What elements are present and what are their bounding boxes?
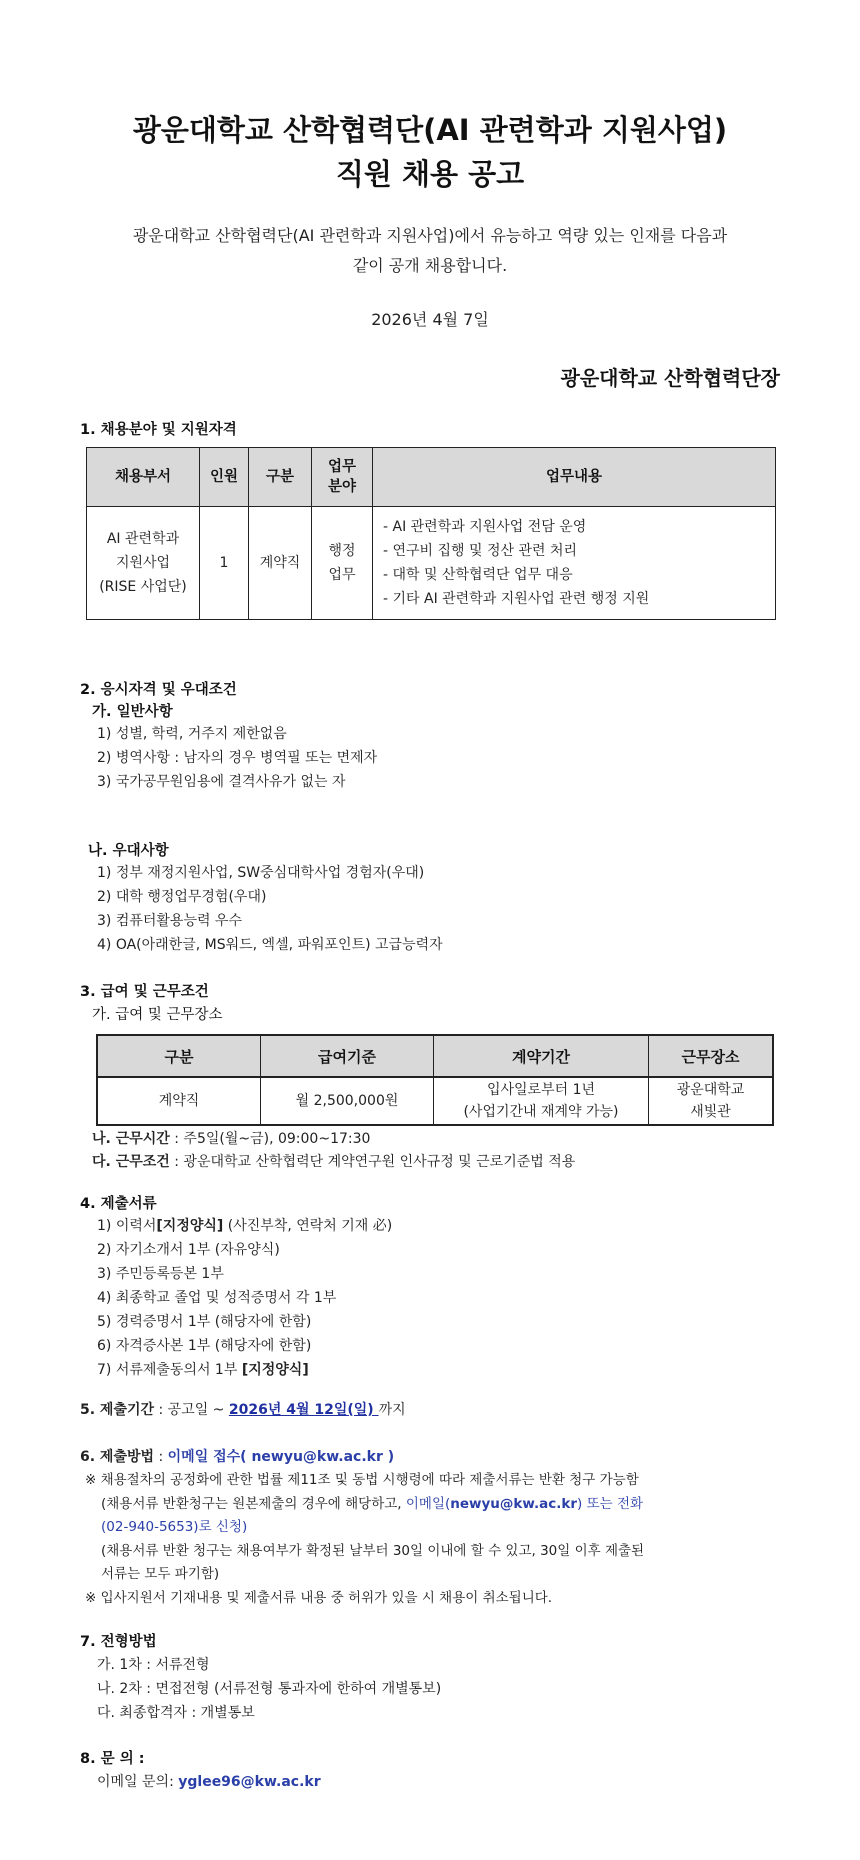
intro-paragraph [70,221,790,281]
note: ※ 채용절차의 공정화에 관한 법률 제11조 및 동법 시행령에 따라 제출서류는 반환 청구 가능함 [85,1472,639,1488]
list-item: 3) 컴퓨터활용능력 우수 [97,913,242,929]
section1-heading: 1. 채용분야 및 지원자격 [80,422,237,438]
section8-heading: 8. 문 의 : [80,1751,145,1767]
table-header-row [97,1035,773,1077]
submission-email-link[interactable]: newyu@kw.ac.kr [251,1449,383,1465]
note: (채용서류 반환청구는 원본제출의 경우에 해당하고, 이메일(newyu@kw.ac.kr) 또는 전화 [101,1495,644,1512]
section2-sub-a-heading: 가. 일반사항 [92,704,173,720]
section4-heading: 4. 제출서류 [80,1196,157,1212]
preferred-qualifications-list [97,861,443,957]
duty-item: - AI 관련학과 지원사업 전담 운영 [383,519,587,535]
period-cell: 입사일로부터 1년 (사업기간내 재계약 가능) [434,1077,649,1125]
list-item: 나. 2차 : 면접전형 (서류전형 통과자에 한하여 개별통보) [97,1681,442,1697]
signature: 광운대학교 산학협력단장 [560,366,780,390]
list-item: 2) 자기소개서 1부 (자유양식) [97,1242,280,1258]
duty-item: - 기타 AI 관련학과 지원사업 관련 행정 지원 [383,591,650,607]
return-email-link[interactable]: newyu@kw.ac.kr [450,1495,578,1512]
list-item: 1) 이력서[지정양식] (사진부착, 연락처 기재 必) [97,1218,393,1234]
list-item: 5) 경력증명서 1부 (해당자에 한함) [97,1314,312,1330]
section5-heading: 5. 제출기간 [80,1402,155,1418]
col-place: 근무장소 [649,1035,774,1077]
list-item: 가. 1차 : 서류전형 [97,1657,210,1673]
list-item: 다. 최종합격자 : 개별통보 [97,1705,255,1721]
note: (채용서류 반환 청구는 채용여부가 확정된 날부터 30일 이내에 할 수 있고, 30일 이후 제출된 [101,1542,645,1559]
list-item: 2) 대학 행정업무경험(우대) [97,889,267,905]
type-cell: 계약직 [97,1077,261,1125]
contact-email-link[interactable]: yglee96@kw.ac.kr [178,1774,321,1790]
list-item: 7) 서류제출동의서 1부 [지정양식] [97,1362,309,1378]
section2-heading: 2. 응시자격 및 우대조건 [80,682,237,698]
col-field: 업무 분야 [312,448,373,507]
count-cell: 1 [200,507,249,620]
duties-cell [373,507,776,620]
note: 서류는 모두 파기함) [101,1566,220,1582]
col-type: 구분 [97,1035,261,1077]
phone-note: (02-940-5653)로 신청) [101,1519,248,1535]
list-item: 1) 정부 재정지원사업, SW중심대학사업 경험자(우대) [97,865,425,881]
selection-process-list [97,1653,441,1725]
deadline-date: 2026년 4월 12일(일) [228,1402,379,1418]
work-conditions-value: : 광운대학교 산학협력단 계약연구원 인사규정 및 근로기준법 적용 [169,1154,576,1170]
section7-heading: 7. 전형방법 [80,1634,157,1650]
col-duties: 업무내용 [373,448,776,507]
table-row [87,507,776,620]
contact-line: 이메일 문의: yglee96@kw.ac.kr [97,1774,321,1790]
recruitment-table [86,447,776,620]
document-title-line2: 직원 채용 공고 [335,157,525,191]
work-hours [92,1128,370,1148]
table-row [97,1077,773,1125]
list-item: 4) OA(아래한글, MS워드, 엑셀, 파워포인트) 고급능력자 [97,937,443,953]
place-cell: 광운대학교 새빛관 [649,1077,774,1125]
work-conditions-label: 다. 근무조건 [92,1154,170,1170]
col-period: 계약기간 [434,1035,649,1077]
list-item: 6) 자격증사본 1부 (해당자에 한함) [97,1338,312,1354]
section3-heading: 3. 급여 및 근무조건 [80,984,209,1000]
section5-deadline: 5. 제출기간 : 공고일 ~ 2026년 4월 12일(일) 까지 [80,1402,406,1418]
list-item: 1) 성별, 학력, 거주지 제한없음 [97,726,287,742]
duty-item: - 대학 및 산학협력단 업무 대응 [383,567,573,583]
section6-notes [85,1469,644,1610]
list-item: 4) 최종학교 졸업 및 성적증명서 각 1부 [97,1290,337,1306]
dept-cell: AI 관련학과 지원사업 (RISE 사업단) [87,507,200,620]
announcement-date: 2026년 4월 7일 [371,310,489,329]
duty-item: - 연구비 집행 및 정산 관련 처리 [383,543,578,559]
section6-heading: 6. 제출방법 [80,1449,155,1465]
col-type: 구분 [249,448,312,507]
general-requirements-list [97,722,377,794]
intro-line2: 같이 공개 채용합니다. [352,256,508,275]
work-hours-label: 나. 근무시간 [92,1131,170,1147]
type-cell: 계약직 [249,507,312,620]
intro-line1: 광운대학교 산학협력단(AI 관련학과 지원사업)에서 유능하고 역량 있는 인재를 다음과 [132,226,728,245]
table-header-row [87,448,776,507]
salary-table [96,1034,774,1126]
col-dept: 채용부서 [87,448,200,507]
col-salary: 급여기준 [261,1035,434,1077]
work-hours-value: : 주5일(월~금), 09:00~17:30 [169,1131,371,1147]
section2-sub-b-heading: 나. 우대사항 [88,843,169,859]
required-documents-list [97,1214,392,1382]
list-item: 3) 주민등록등본 1부 [97,1266,224,1282]
col-count: 인원 [200,448,249,507]
work-conditions [92,1151,575,1171]
note: ※ 입사지원서 기재내용 및 제출서류 내용 중 허위가 있을 시 채용이 취소됩니다. [85,1589,553,1606]
salary-cell: 월 2,500,000원 [261,1077,434,1125]
document-title-line1: 광운대학교 산학협력단(AI 관련학과 지원사업) [132,113,728,147]
list-item: 2) 병역사항 : 남자의 경우 병역필 또는 면제자 [97,750,378,766]
list-item: 3) 국가공무원임용에 결격사유가 없는 자 [97,774,346,790]
section6-method: 6. 제출방법 : 이메일 접수( newyu@kw.ac.kr ) [80,1449,395,1465]
section3-sub-a-heading: 가. 급여 및 근무장소 [92,1007,223,1023]
field-cell: 행정 업무 [312,507,373,620]
